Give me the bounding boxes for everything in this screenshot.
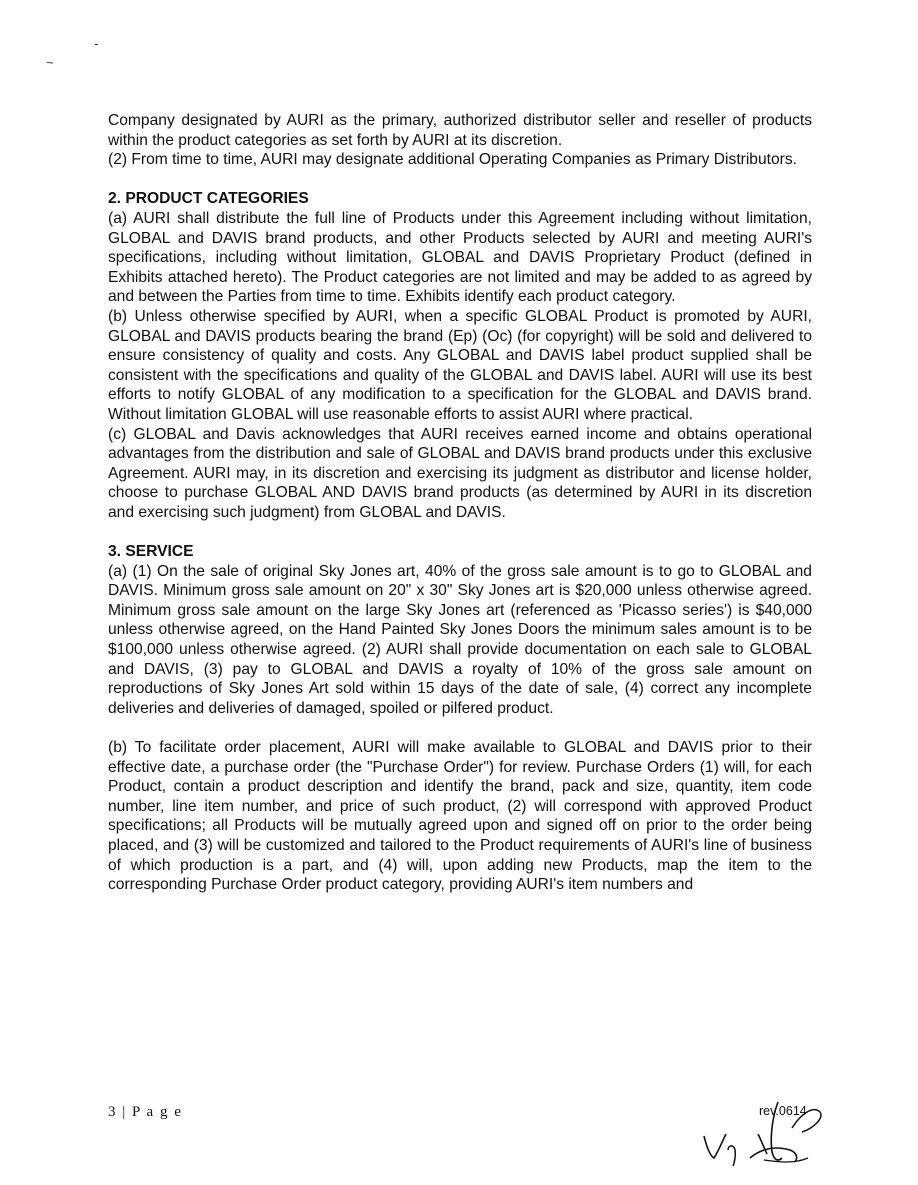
scan-mark: - <box>94 35 99 51</box>
paragraph: (2) From time to time, AURI may designate additional Operating Companies as Primary Distributors. <box>108 151 797 169</box>
paragraph: (b) To facilitate order placement, AURI will make available to GLOBAL and DAVIS prior to their effective date, a purchase order (the "Purchase Order") for review. Purchase Orders (1) will, for each Product, contain a product description and identify the brand, pack and size, quantity, item code number, line item number, and price of such product, (2) will correspond with approved Product specifications; all Products will be mutually agreed upon and signed off on prior to the order being placed, and (3) will be customized and tailored to the Product requirements of AURI's line of business of which production is a part, and (4) will, upon adding new Products, map the item to the corresponding Purchase Order product category, providing AURI's item numbers and <box>108 739 812 894</box>
signature-initials <box>698 1098 848 1168</box>
page-number: 3 | P a g e <box>108 1104 183 1120</box>
paragraph: (a) AURI shall distribute the full line of Products under this Agreement including without limitation, GLOBAL and DAVIS brand products, and other Products selected by AURI and meeting AURI's specifications, including without limitation, GLOBAL and DAVIS Proprietary Product (defined in Exhibits attached hereto). The Product categories are not limited and may be added to as agreed by and between the Parties from time to time. Exhibits identify each product category. <box>108 209 812 306</box>
document-body <box>108 111 812 895</box>
paragraph: (c) GLOBAL and Davis acknowledges that AURI receives earned income and obtains operational advantages from the distribution and sale of GLOBAL and DAVIS brand products under this exclusive Agreement. AURI may, in its discretion and exercising its judgment as distributor and license holder, choose to purchase GLOBAL AND DAVIS brand products (as determined by AURI in its discretion and exercising such judgment) from GLOBAL and DAVIS. <box>108 425 812 521</box>
section-heading: 2. PRODUCT CATEGORIES <box>108 190 309 208</box>
scan-mark: ~ <box>46 55 54 70</box>
paragraph: Company designated by AURI as the primary, authorized distributor seller and reseller of products within the product categories as set forth by AURI at its discretion. <box>108 112 812 149</box>
revision-label: rev.0614 <box>759 1104 807 1118</box>
paragraph: (b) Unless otherwise specified by AURI, when a specific GLOBAL Product is promoted by AURI, GLOBAL and DAVIS products bearing the brand (Ep) (Oc) (for copyright) will be sold and delivered to ensure consistency of quality and costs. Any GLOBAL and DAVIS label product supplied shall be consistent with the specifications and quality of the GLOBAL and DAVIS label. AURI will use its best efforts to notify GLOBAL of any modification to a specification for the GLOBAL and DAVIS brand. Without limitation GLOBAL will use reasonable efforts to assist AURI where practical. <box>108 307 812 423</box>
paragraph: (a) (1) On the sale of original Sky Jones art, 40% of the gross sale amount is to go to GLOBAL and DAVIS. Minimum gross sale amount on 20" x 30" Sky Jones art is $20,000 unless otherwise agreed. Minimum gross sale amount on the large Sky Jones art (referenced as 'Picasso series') is $40,000 unless otherwise agreed, on the Hand Painted Sky Jones Doors the minimum sales amount is to be $100,000 unless otherwise agreed. (2) AURI shall provide documentation on each sale to GLOBAL and DAVIS, (3) pay to GLOBAL and DAVIS a royalty of 10% of the gross sale amount on reproductions of Sky Jones Art sold within 15 days of the date of sale, (4) correct any incomplete deliveries and deliveries of damaged, spoiled or pilfered product. <box>108 562 812 717</box>
section-heading: 3. SERVICE <box>108 543 194 561</box>
